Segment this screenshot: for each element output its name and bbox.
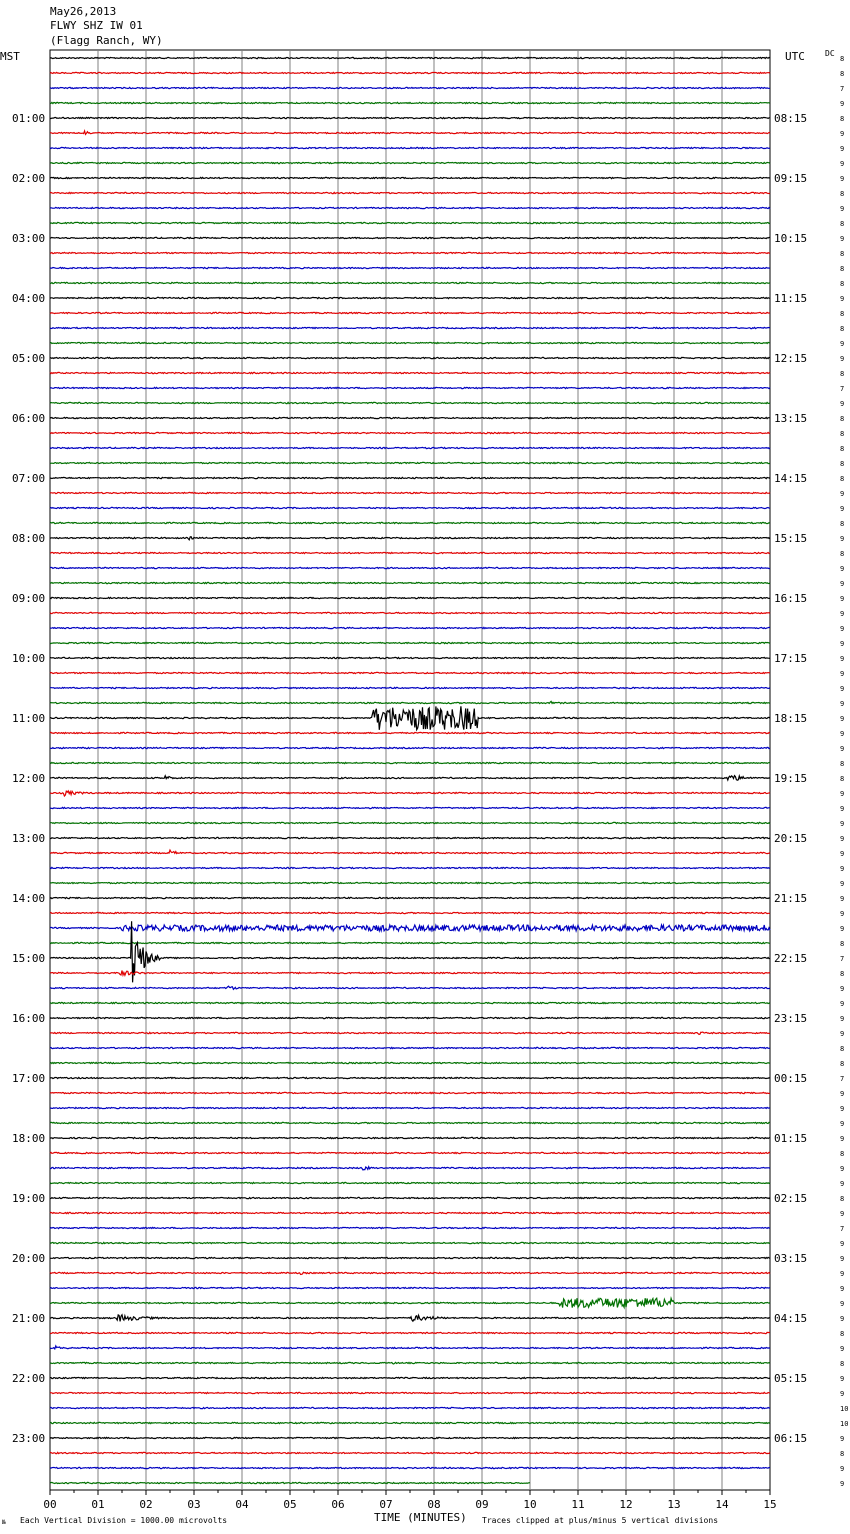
trace-line — [50, 1017, 770, 1018]
trace-line — [50, 1077, 770, 1078]
trace-line — [50, 897, 770, 898]
trace-line — [50, 701, 770, 703]
trace-line — [50, 102, 770, 103]
trace-line — [50, 672, 770, 673]
right-hour-label: 12:15 — [774, 352, 808, 365]
trace-line — [50, 477, 770, 478]
trace-line — [50, 627, 770, 628]
trace-line — [50, 822, 770, 823]
dc-value: 8 — [840, 415, 845, 423]
trace-line — [50, 507, 770, 508]
station-label: FLWY SHZ IW 01 — [50, 19, 143, 32]
trace-line — [50, 867, 770, 868]
right-hour-label: 13:15 — [774, 412, 808, 425]
trace-line — [50, 131, 770, 134]
trace-line — [50, 1062, 770, 1063]
left-hour-label: 10:00 — [12, 652, 46, 665]
dc-value: 9 — [840, 1480, 845, 1488]
dc-value: 9 — [840, 895, 845, 903]
trace-line — [50, 1212, 770, 1213]
right-hour-label: 05:15 — [774, 1372, 808, 1385]
dc-value: 7 — [840, 1075, 845, 1083]
dc-value: 9 — [840, 985, 845, 993]
right-hour-label: 00:15 — [774, 1072, 808, 1085]
left-hour-label: 22:00 — [12, 1372, 46, 1385]
dc-value: 10 — [840, 1405, 849, 1413]
x-tick-label: 13 — [667, 1498, 681, 1511]
trace-line — [50, 567, 770, 568]
dc-value: 8 — [840, 1060, 845, 1068]
dc-value: 9 — [840, 910, 845, 918]
dc-value: 9 — [840, 1015, 845, 1023]
trace-line — [50, 1167, 770, 1170]
trace-line — [50, 57, 770, 58]
trace-line — [50, 582, 770, 583]
left-hour-label: 08:00 — [12, 532, 46, 545]
dc-value: 8 — [840, 760, 845, 768]
trace-line — [50, 776, 770, 781]
x-axis-title: TIME (MINUTES) — [374, 1511, 467, 1524]
trace-line — [50, 1272, 770, 1274]
trace-line — [50, 1092, 770, 1093]
trace-line — [50, 1152, 770, 1153]
right-hour-label: 22:15 — [774, 952, 808, 965]
trace-line — [50, 1032, 770, 1035]
dc-value: 8 — [840, 220, 845, 228]
trace-line — [50, 850, 770, 854]
left-hour-label: 01:00 — [12, 112, 46, 125]
left-hour-label: 21:00 — [12, 1312, 46, 1325]
trace-line — [50, 222, 770, 223]
trace-line — [50, 1227, 770, 1228]
dc-value: 9 — [840, 1285, 845, 1293]
dc-value: 9 — [840, 1390, 845, 1398]
dc-value: 9 — [840, 400, 845, 408]
trace-line — [50, 1407, 770, 1408]
trace-line — [50, 882, 770, 883]
trace-line — [50, 1122, 770, 1123]
trace-line — [50, 942, 770, 943]
left-hour-label: 03:00 — [12, 232, 46, 245]
trace-line — [50, 1047, 770, 1048]
dc-value: 7 — [840, 1225, 845, 1233]
left-hour-label: 17:00 — [12, 1072, 46, 1085]
dc-value: 9 — [840, 235, 845, 243]
dc-value: 9 — [840, 880, 845, 888]
trace-line — [50, 327, 770, 328]
right-hour-label: 09:15 — [774, 172, 808, 185]
x-tick-label: 07 — [379, 1498, 393, 1511]
trace-line — [50, 177, 770, 178]
dc-value: 8 — [840, 1195, 845, 1203]
trace-line — [50, 522, 770, 523]
trace-line — [50, 552, 770, 553]
dc-value: 9 — [840, 820, 845, 828]
trace-line — [50, 837, 770, 838]
left-hour-label: 16:00 — [12, 1012, 46, 1025]
dc-value: 9 — [840, 745, 845, 753]
trace-line — [50, 492, 770, 493]
trace-line — [50, 447, 770, 448]
dc-value: 9 — [840, 1000, 845, 1008]
dc-value: 9 — [840, 1300, 845, 1308]
x-tick-label: 09 — [475, 1498, 489, 1511]
left-timezone-label: MST — [0, 50, 20, 63]
trace-line — [50, 432, 770, 433]
left-hour-label: 11:00 — [12, 712, 46, 725]
dc-value: 9 — [840, 505, 845, 513]
left-hour-label: 18:00 — [12, 1132, 46, 1145]
trace-line — [50, 1137, 770, 1138]
trace-line — [50, 162, 770, 163]
trace-line — [50, 1377, 770, 1378]
dc-value: 10 — [840, 1420, 849, 1428]
dc-value: 8 — [840, 115, 845, 123]
dc-value: 9 — [840, 295, 845, 303]
right-hour-label: 18:15 — [774, 712, 808, 725]
right-hour-label: 10:15 — [774, 232, 808, 245]
trace-line — [50, 1437, 770, 1438]
dc-value: 9 — [840, 1090, 845, 1098]
trace-line — [50, 747, 770, 748]
x-tick-label: 14 — [715, 1498, 729, 1511]
dc-value: 8 — [840, 940, 845, 948]
trace-line — [50, 1422, 770, 1423]
trace-line — [50, 1362, 770, 1364]
dc-value: 9 — [840, 625, 845, 633]
dc-value: 9 — [840, 925, 845, 933]
dc-value: 8 — [840, 1045, 845, 1053]
right-hour-label: 17:15 — [774, 652, 808, 665]
dc-value: 9 — [840, 1180, 845, 1188]
trace-line — [50, 267, 770, 268]
dc-value: 8 — [840, 520, 845, 528]
dc-value: 8 — [840, 475, 845, 483]
trace-line — [50, 1287, 770, 1288]
dc-label: DC — [825, 49, 835, 58]
dc-value: 9 — [840, 1135, 845, 1143]
dc-value: 9 — [840, 580, 845, 588]
right-hour-label: 23:15 — [774, 1012, 808, 1025]
x-tick-label: 05 — [283, 1498, 297, 1511]
trace-line — [50, 986, 770, 989]
trace-line — [50, 72, 770, 73]
x-tick-label: 12 — [619, 1498, 633, 1511]
left-hour-label: 09:00 — [12, 592, 46, 605]
trace-line — [50, 537, 770, 540]
dc-value: 9 — [840, 865, 845, 873]
dc-value: 9 — [840, 610, 845, 618]
x-tick-label: 03 — [187, 1498, 201, 1511]
dc-value: 9 — [840, 670, 845, 678]
left-hour-label: 23:00 — [12, 1432, 46, 1445]
x-tick-label: 08 — [427, 1498, 441, 1511]
right-hour-label: 03:15 — [774, 1252, 808, 1265]
trace-line — [50, 1346, 770, 1349]
dc-value: 8 — [840, 370, 845, 378]
dc-value: 9 — [840, 730, 845, 738]
dc-value: 9 — [840, 700, 845, 708]
trace-line — [50, 597, 770, 598]
trace-line — [50, 925, 770, 931]
dc-value: 9 — [840, 1375, 845, 1383]
trace-line — [50, 807, 770, 808]
right-hour-label: 04:15 — [774, 1312, 808, 1325]
scale-note: Each Vertical Division = 1000.00 microvolts — [20, 1516, 228, 1525]
trace-line — [50, 147, 770, 148]
left-hour-label: 20:00 — [12, 1252, 46, 1265]
dc-value: 9 — [840, 160, 845, 168]
trace-line — [50, 642, 770, 643]
dc-value: 8 — [840, 250, 845, 258]
dc-value: 9 — [840, 640, 845, 648]
right-hour-label: 06:15 — [774, 1432, 808, 1445]
dc-value: 9 — [840, 535, 845, 543]
trace-line — [50, 971, 770, 976]
trace-line — [50, 402, 770, 403]
dc-value: 9 — [840, 595, 845, 603]
dc-value: 8 — [840, 70, 845, 78]
x-tick-label: 04 — [235, 1498, 249, 1511]
dc-value: 7 — [840, 385, 845, 393]
dc-value: 9 — [840, 1315, 845, 1323]
trace-line — [50, 791, 770, 796]
right-timezone-label: UTC — [785, 50, 805, 63]
left-hour-label: 02:00 — [12, 172, 46, 185]
trace-line — [50, 1332, 770, 1333]
trace-line — [50, 1452, 770, 1453]
dc-value: 8 — [840, 445, 845, 453]
left-hour-label: 04:00 — [12, 292, 46, 305]
dc-value: 9 — [840, 685, 845, 693]
trace-line — [50, 312, 770, 313]
dc-value: 9 — [840, 130, 845, 138]
dc-value: 9 — [840, 655, 845, 663]
trace-line — [50, 1242, 770, 1243]
trace-line — [50, 1107, 770, 1108]
left-hour-label: 06:00 — [12, 412, 46, 425]
trace-line — [50, 657, 770, 658]
dc-value: 9 — [840, 1105, 845, 1113]
dc-value: 8 — [840, 190, 845, 198]
dc-value: 8 — [840, 310, 845, 318]
trace-line — [50, 462, 770, 463]
left-hour-label: 05:00 — [12, 352, 46, 365]
left-hour-label: 19:00 — [12, 1192, 46, 1205]
dc-value: 9 — [840, 1435, 845, 1443]
x-tick-label: 06 — [331, 1498, 345, 1511]
trace-line — [50, 1467, 770, 1468]
trace-line — [50, 1002, 770, 1003]
date-label: May26,2013 — [50, 5, 117, 18]
dc-value: 8 — [840, 1360, 845, 1368]
dc-value: 9 — [840, 805, 845, 813]
trace-line — [50, 87, 770, 88]
right-hour-label: 08:15 — [774, 112, 808, 125]
dc-value: 9 — [840, 490, 845, 498]
dc-value: 9 — [840, 145, 845, 153]
x-tick-label: 11 — [571, 1498, 585, 1511]
dc-value: 9 — [840, 565, 845, 573]
right-hour-label: 14:15 — [774, 472, 808, 485]
dc-value: 9 — [840, 1210, 845, 1218]
dc-value: 9 — [840, 790, 845, 798]
dc-value: 9 — [840, 100, 845, 108]
dc-value: 9 — [840, 1255, 845, 1263]
clip-note: Traces clipped at plus/minus 5 vertical divisions — [482, 1516, 719, 1525]
dc-value: 9 — [840, 1165, 845, 1173]
trace-line — [50, 1182, 770, 1183]
dc-value: 9 — [840, 1465, 845, 1473]
dc-value: 8 — [840, 1150, 845, 1158]
dc-value: 8 — [840, 1330, 845, 1338]
dc-value: 9 — [840, 1345, 845, 1353]
dc-value: 9 — [840, 1120, 845, 1128]
x-tick-label: 15 — [763, 1498, 777, 1511]
x-tick-label: 00 — [43, 1498, 57, 1511]
trace-line — [50, 282, 770, 283]
trace-line — [50, 192, 770, 193]
right-hour-label: 20:15 — [774, 832, 808, 845]
corner-mark: № — [2, 1519, 6, 1526]
dc-value: 8 — [840, 265, 845, 273]
dc-value: 9 — [840, 835, 845, 843]
trace-line — [50, 1197, 770, 1198]
dc-value: 7 — [840, 955, 845, 963]
trace-line — [50, 1257, 770, 1258]
dc-value: 9 — [840, 1270, 845, 1278]
right-hour-label: 11:15 — [774, 292, 808, 305]
trace-line — [50, 417, 770, 418]
dc-value: 9 — [840, 205, 845, 213]
right-hour-label: 01:15 — [774, 1132, 808, 1145]
left-hour-label: 14:00 — [12, 892, 46, 905]
left-hour-label: 12:00 — [12, 772, 46, 785]
right-hour-label: 02:15 — [774, 1192, 808, 1205]
trace-line — [50, 687, 770, 688]
trace-line — [50, 1392, 770, 1393]
trace-line — [50, 372, 770, 373]
dc-value: 8 — [840, 280, 845, 288]
dc-value: 8 — [840, 775, 845, 783]
dc-value: 8 — [840, 550, 845, 558]
left-hour-label: 15:00 — [12, 952, 46, 965]
right-hour-label: 16:15 — [774, 592, 808, 605]
dc-value: 9 — [840, 175, 845, 183]
dc-value: 9 — [840, 355, 845, 363]
left-hour-label: 07:00 — [12, 472, 46, 485]
trace-line — [50, 762, 770, 763]
right-hour-label: 21:15 — [774, 892, 808, 905]
dc-value: 8 — [840, 325, 845, 333]
x-tick-label: 10 — [523, 1498, 537, 1511]
trace-line — [50, 357, 770, 358]
dc-value: 9 — [840, 340, 845, 348]
x-tick-label: 02 — [139, 1498, 153, 1511]
location-label: (Flagg Ranch, WY) — [50, 34, 163, 47]
trace-line — [50, 207, 770, 208]
right-hour-label: 19:15 — [774, 772, 808, 785]
trace-line — [50, 732, 770, 733]
x-tick-label: 01 — [91, 1498, 105, 1511]
dc-value: 9 — [840, 1240, 845, 1248]
trace-line — [50, 297, 770, 298]
right-hour-label: 15:15 — [774, 532, 808, 545]
trace-line — [50, 342, 770, 343]
trace-line — [50, 237, 770, 238]
trace-line — [50, 706, 770, 730]
left-hour-label: 13:00 — [12, 832, 46, 845]
trace-line — [50, 1298, 770, 1307]
dc-value: 8 — [840, 1450, 845, 1458]
dc-value: 8 — [840, 970, 845, 978]
dc-value: 8 — [840, 55, 845, 63]
dc-value: 7 — [840, 85, 845, 93]
dc-value: 9 — [840, 1030, 845, 1038]
trace-line — [50, 252, 770, 253]
dc-value: 9 — [840, 715, 845, 723]
trace-line — [50, 387, 770, 388]
dc-value: 8 — [840, 460, 845, 468]
trace-line — [50, 117, 770, 118]
trace-line — [50, 1315, 770, 1322]
trace-line — [50, 912, 770, 913]
dc-value: 9 — [840, 850, 845, 858]
trace-line — [50, 612, 770, 613]
dc-value: 8 — [840, 430, 845, 438]
